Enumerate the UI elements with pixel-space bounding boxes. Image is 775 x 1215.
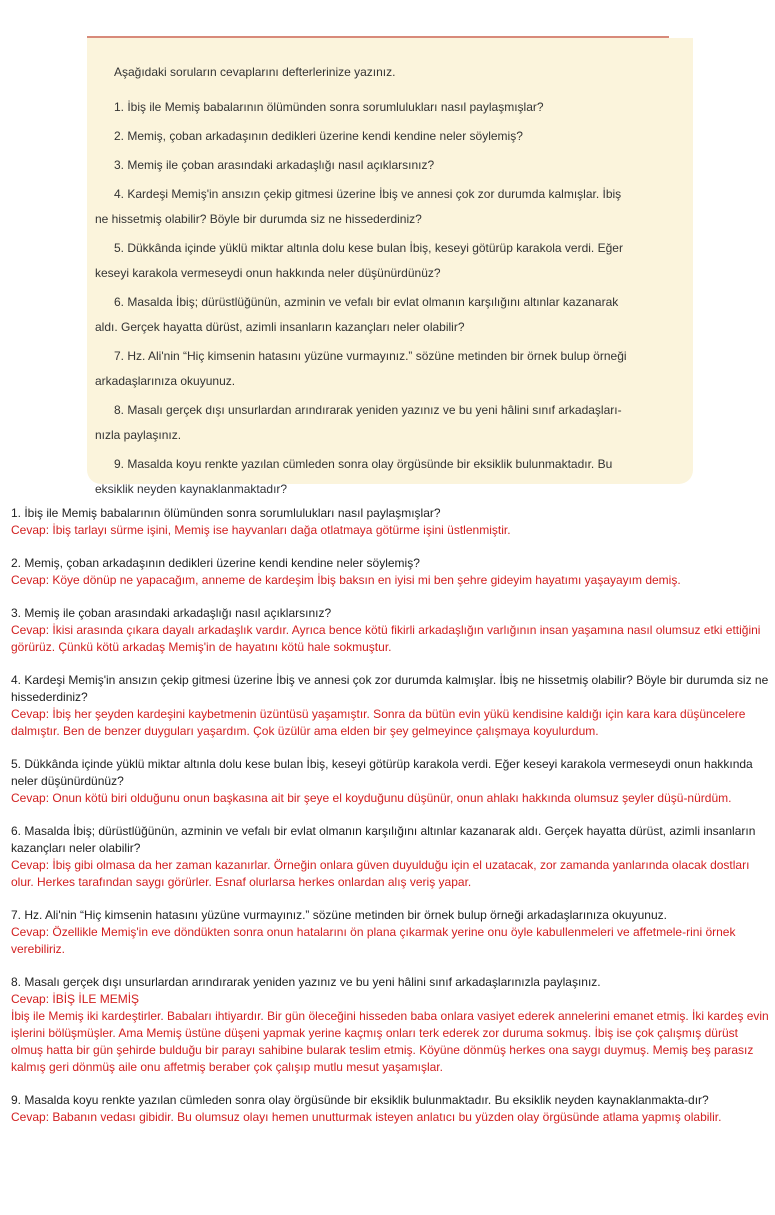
card-intro: Aşağıdaki soruların cevaplarını defterlerinize yazınız. xyxy=(114,65,396,79)
answer-block xyxy=(11,505,771,539)
answer-text: Cevap: Özellikle Memiş'in eve döndükten sonra onun hatalarını ön plana çıkarmak yerine onu öyle kabullenmeleri ve affetmele-rini örnek verebiliriz. xyxy=(11,925,736,956)
answer-text: Cevap: İBİŞ İLE MEMİŞ İbiş ile Memiş iki kardeştirler. Babaları ihtiyardır. Bir gün öleceğini hisseden baba onlara vasiyet ederek annelerini emanet etmiş. İki kardeş evin işlerini bölüşmüşler. Ama Memiş üstüne düşeni yapmak yerine kaçmış onları terk ederek zor duruma sokmuş. İbiş ise çok çalışmış dürüst olmuş hatta bir gün şehirde bulduğu bir parayı sahibine bularak teslim etmiş. Köyüne dönmüş herkes ona saygı duymuş. Memiş beş parasız kalmış geri dönmüş aile onu affetmiş beraber çok çalışıp mutlu mesut yaşamışlar. xyxy=(11,992,769,1074)
answer-question: 9. Masalda koyu renkte yazılan cümleden sonra olay örgüsünde bir eksiklik bulunmaktadır. Bu eksiklik neyden kaynaklanmakta-dır? xyxy=(11,1093,709,1107)
answer-section xyxy=(11,505,771,1142)
answer-question: 1. İbiş ile Memiş babalarının ölümünden sonra sorumlulukları nasıl paylaşmışlar? xyxy=(11,506,441,520)
card-question-list xyxy=(95,95,681,502)
answer-question: 8. Masalı gerçek dışı unsurlardan arındırarak yeniden yazınız ve bu yeni hâlini sınıf arkadaşlarınızla paylaşınız. xyxy=(11,975,601,989)
answer-text: Cevap: İbiş gibi olmasa da her zaman kazanırlar. Örneğin onlara güven duyulduğu için el uzatacak, zor zamanda yanlarında olacak dostları olur. Herkes tarafından saygı görürler. Esnaf olurlarsa herkes onlardan alış veriş yapar. xyxy=(11,858,750,889)
answer-block xyxy=(11,605,771,656)
answer-text: Cevap: İbiş her şeyden kardeşini kaybetmenin üzüntüsü yaşamıştır. Sonra da bütün evin yükü kendisine kaldığı için kara kara düşüncelere dalmıştır. Ben de benzer duyguları yaşardım. Çok üzülür ama elden bir şey gelmeyince çalışmaya koyulurdum. xyxy=(11,707,746,738)
answer-question: 7. Hz. Ali'nin “Hiç kimsenin hatasını yüzüne vurmayınız.” sözüne metinden bir örnek bulup örneği arkadaşlarınıza okuyunuz. xyxy=(11,908,667,922)
card-question: 7. Hz. Ali'nin “Hiç kimsenin hatasını yüzüne vurmayınız.” sözüne metinden bir örnek bulup örneği arkadaşlarınıza okuyunuz. xyxy=(95,349,627,388)
card-question: 9. Masalda koyu renkte yazılan cümleden sonra olay örgüsünde bir eksiklik bulunmaktadır. Bu eksiklik neyden kaynaklanmaktadır? xyxy=(95,457,613,496)
answer-block xyxy=(11,756,771,807)
answer-text: Cevap: Onun kötü biri olduğunu onun başkasına ait bir şeye el koyduğunu düşünür, onun ahlakı hakkında olumsuz şeyler düşü-nürdüm. xyxy=(11,791,732,805)
answer-block xyxy=(11,672,771,740)
card-question: 8. Masalı gerçek dışı unsurlardan arındırarak yeniden yazınız ve bu yeni hâlini sınıf arkadaşları- nızla paylaşınız. xyxy=(95,403,622,442)
answer-question: 5. Dükkânda içinde yüklü miktar altınla dolu kese bulan İbiş, keseyi götürüp karakola verdi. Eğer keseyi karakola vermeseydi onun hakkında neler düşünürdünüz? xyxy=(11,757,753,788)
answer-text: Cevap: Köye dönüp ne yapacağım, anneme de kardeşim İbiş baksın en iyisi mi ben şehre gideyim hayatımı yaşayayım demiş. xyxy=(11,573,681,587)
card-question: 1. İbiş ile Memiş babalarının ölümünden sonra sorumlulukları nasıl paylaşmışlar? xyxy=(114,100,544,114)
card-question: 2. Memiş, çoban arkadaşının dedikleri üzerine kendi kendine neler söylemiş? xyxy=(114,129,523,143)
answer-block xyxy=(11,823,771,891)
answer-block xyxy=(11,907,771,958)
answer-block xyxy=(11,555,771,589)
answer-text: Cevap: İbiş tarlayı sürme işini, Memiş ise hayvanları dağa otlatmaya götürme işini üstlenmiştir. xyxy=(11,523,511,537)
answer-question: 6. Masalda İbiş; dürüstlüğünün, azminin ve vefalı bir evlat olmanın karşılığını altınlar kazanarak aldı. Gerçek hayatta dürüst, azimli insanların kazançları neler olabilir? xyxy=(11,824,756,855)
answer-text: Cevap: İkisi arasında çıkara dayalı arkadaşlık vardır. Ayrıca bence kötü fikirli arkadaşlığın varlığının insan yaşamına nasıl olumsuz etki ettiğini görürüz. Çünkü kötü arkadaş Memiş'in de hayatını kötü hale sokmuştur. xyxy=(11,623,761,654)
card-question: 3. Memiş ile çoban arasındaki arkadaşlığı nasıl açıklarsınız? xyxy=(114,158,435,172)
answer-block xyxy=(11,1092,771,1126)
answer-question: 3. Memiş ile çoban arasındaki arkadaşlığı nasıl açıklarsınız? xyxy=(11,606,332,620)
card-question: 6. Masalda İbiş; dürüstlüğünün, azminin ve vefalı bir evlat olmanın karşılığını altınlar kazanarak aldı. Gerçek hayatta dürüst, azimli insanların kazançları neler olabilir? xyxy=(95,295,619,334)
answer-block xyxy=(11,974,771,1076)
answer-text: Cevap: Babanın vedası gibidir. Bu olumsuz olayı hemen unutturmak isteyen anlatıcı bu yüzden olay örgüsünde atlama yapmış olabilir. xyxy=(11,1110,722,1124)
card-question: 4. Kardeşi Memiş'in ansızın çekip gitmesi üzerine İbiş ve annesi çok zor durumda kalmışlar. İbiş ne hissetmiş olabilir? Böyle bir durumda siz ne hissederdiniz? xyxy=(95,187,622,226)
answer-question: 2. Memiş, çoban arkadaşının dedikleri üzerine kendi kendine neler söylemiş? xyxy=(11,556,420,570)
answer-question: 4. Kardeşi Memiş'in ansızın çekip gitmesi üzerine İbiş ve annesi çok zor durumda kalmışlar. İbiş ne hissetmiş olabilir? Böyle bir durumda siz ne hissederdiniz? xyxy=(11,673,769,704)
question-card xyxy=(87,38,693,496)
card-question: 5. Dükkânda içinde yüklü miktar altınla dolu kese bulan İbiş, keseyi götürüp karakola verdi. Eğer keseyi karakola vermeseydi onun hakkında neler düşünürdünüz? xyxy=(95,241,623,280)
